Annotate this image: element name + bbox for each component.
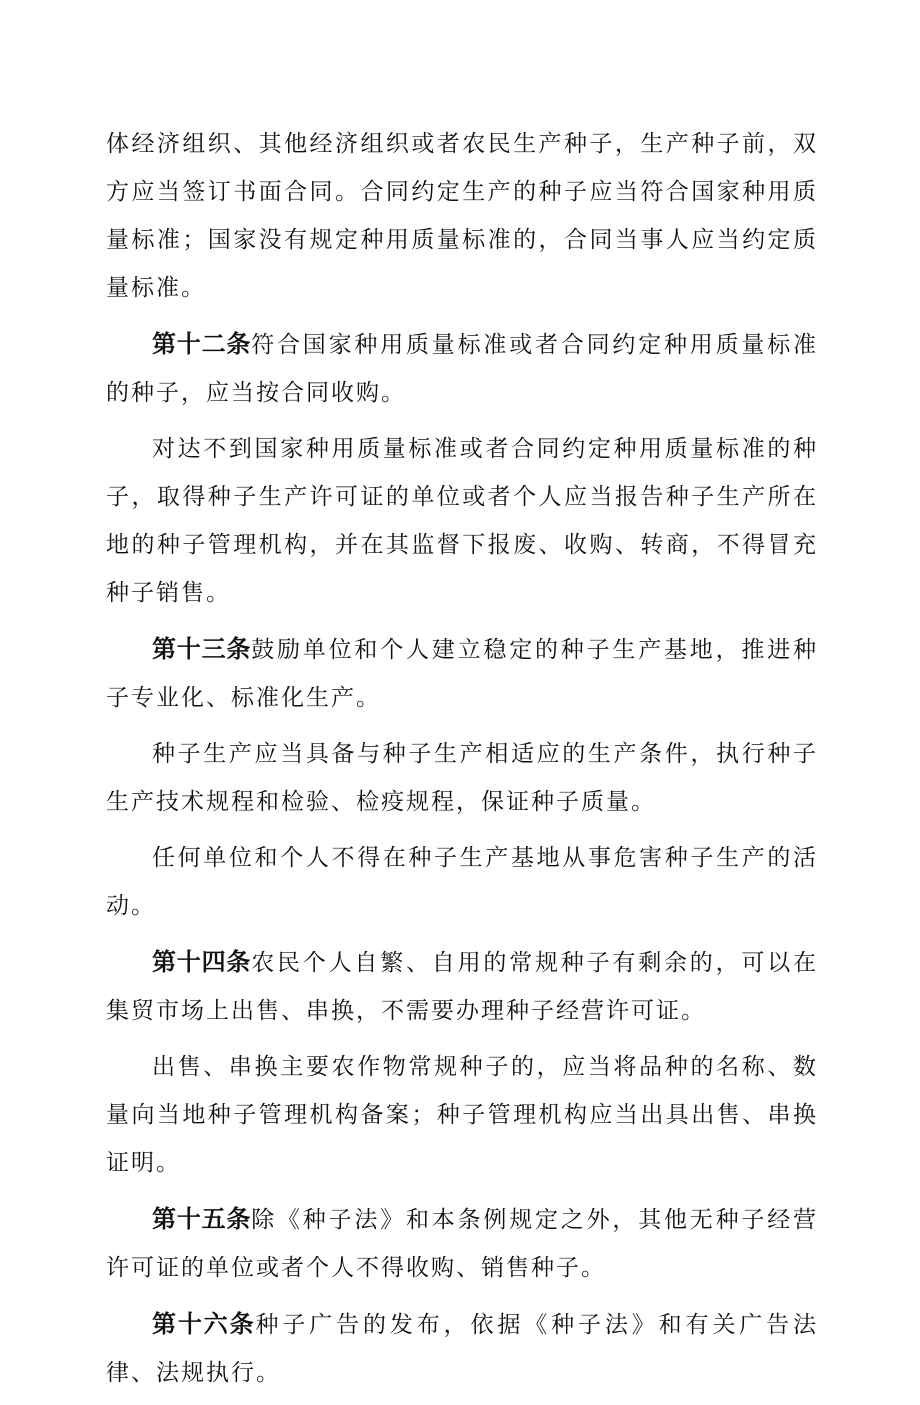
- article-12: [106, 320, 818, 417]
- paragraph-text: 任何单位和个人不得在种子生产基地从事危害种子生产的活动。: [106, 845, 818, 919]
- paragraph-text: 体经济组织、其他经济组织或者农民生产种子，生产种子前，双方应当签订书面合同。合同约定生产的种子应当符合国家种用质量标准；国家没有规定种用质量标准的，合同当事人应当约定质量标准。: [106, 131, 818, 301]
- paragraph-text: 符合国家种用质量标准或者合同约定种用质量标准的种子，应当按合同收购。: [106, 332, 819, 406]
- article-15: [106, 1195, 818, 1292]
- article-14: [106, 938, 818, 1035]
- paragraph: [106, 834, 818, 930]
- paragraph-text: 种子广告的发布，依据《种子法》和有关广告法律、法规执行。: [106, 1312, 818, 1386]
- article-number: 第十三条: [152, 635, 252, 663]
- document-body: [106, 120, 818, 1405]
- article-number: 第十六条: [152, 1310, 256, 1338]
- paragraph-continuation: [106, 120, 818, 312]
- paragraph-text: 除《种子法》和本条例规定之外，其他无种子经营许可证的单位或者个人不得收购、销售种子。: [106, 1207, 819, 1281]
- article-13: [106, 625, 818, 722]
- paragraph-text: 出售、串换主要农作物常规种子的，应当将品种的名称、数量向当地种子管理机构备案；种子管理机构应当出具出售、串换证明。: [106, 1054, 818, 1176]
- article-number: 第十四条: [152, 948, 252, 976]
- paragraph-text: 对达不到国家种用质量标准或者合同约定种用质量标准的种子，取得种子生产许可证的单位或者个人应当报告种子生产所在地的种子管理机构，并在其监督下报废、收购、转商，不得冒充种子销售。: [106, 436, 818, 606]
- paragraph-text: 农民个人自繁、自用的常规种子有剩余的，可以在集贸市场上出售、串换，不需要办理种子经营许可证。: [106, 950, 819, 1024]
- paragraph: [106, 1043, 818, 1187]
- paragraph: [106, 425, 818, 617]
- article-number: 第十二条: [152, 330, 252, 358]
- paragraph-text: 鼓励单位和个人建立稳定的种子生产基地，推进种子专业化、标准化生产。: [106, 637, 819, 711]
- article-16: [106, 1300, 818, 1397]
- paragraph: [106, 730, 818, 826]
- article-number: 第十五条: [152, 1205, 252, 1233]
- paragraph-text: 种子生产应当具备与种子生产相适应的生产条件，执行种子生产技术规程和检验、检疫规程，保证种子质量。: [106, 741, 818, 815]
